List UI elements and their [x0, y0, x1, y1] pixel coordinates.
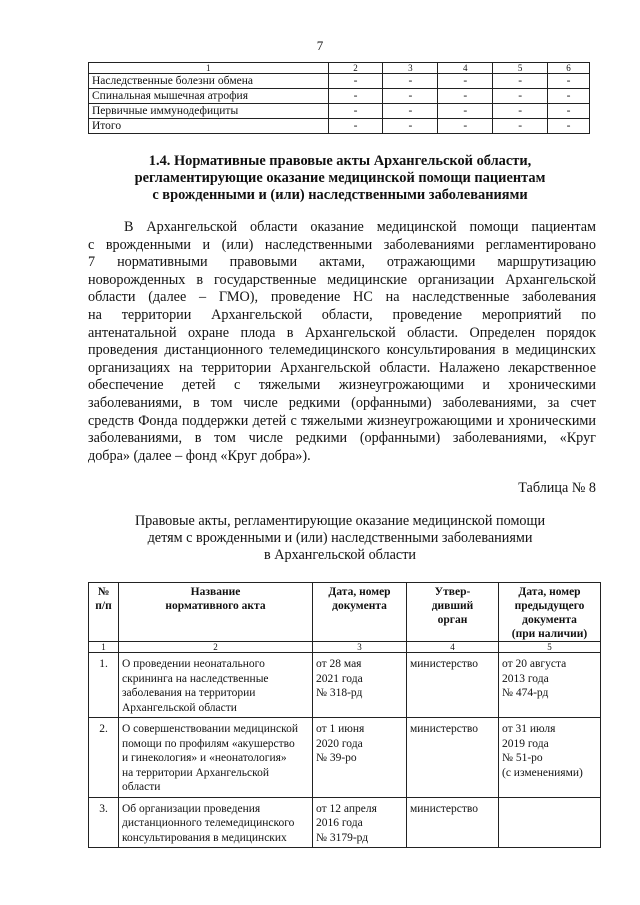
- title-line: 1.4. Нормативные правовые акты Архангельской области,: [148, 153, 532, 169]
- caption-line: детям с врожденными и (или) наследственными заболеваниями: [147, 530, 533, 546]
- act-date: [313, 653, 407, 718]
- paragraph-line: добра» (далее – фонд «Круг добра»).: [88, 447, 311, 464]
- paragraph-line: средств Фонда поддержки детей с тяжелыми жизнеугрожающими и хроническими: [88, 412, 596, 429]
- table-row: [89, 797, 601, 848]
- column-numbers-row: [89, 642, 601, 653]
- cell-value: -: [548, 119, 590, 134]
- cell-value: -: [548, 104, 590, 119]
- paragraph-line: организациях на территории Архангельской области. Налажено лекарственное: [88, 359, 596, 376]
- act-name: [119, 797, 313, 848]
- table-row: [89, 653, 601, 718]
- cell-line: № 51-ро: [502, 752, 543, 764]
- cell-line: 2020 года: [316, 737, 363, 750]
- cell-line: дистанционного телемедицинского: [122, 817, 295, 829]
- header-line: документа: [522, 614, 577, 626]
- approving-organ: министерство: [407, 797, 499, 848]
- header-line: дивший: [431, 600, 474, 612]
- cell-line: № 474-рд: [502, 687, 549, 699]
- paragraph-line: новорожденных в государственные медицинские организации Архангельской: [88, 271, 596, 288]
- paragraph-line: 7 нормативными правовыми актами, отражающими маршрутизацию: [88, 254, 596, 271]
- cell-line: О совершенствовании медицинской: [122, 723, 299, 735]
- cell-value: -: [493, 119, 548, 134]
- cell-value: -: [383, 104, 438, 119]
- cell-line: № 318-рд: [316, 687, 363, 699]
- column-number: 2: [119, 642, 313, 653]
- caption-line: в Архангельской области: [264, 547, 416, 563]
- cell-line: заболевания на территории: [122, 687, 256, 699]
- cell-line: консультирования в медицинских: [122, 831, 287, 844]
- cell-line: от 31 июля: [502, 723, 556, 735]
- paragraph-line: проведения дистанционного телемедицинского консультирования в медицинских: [88, 342, 596, 359]
- paragraph-line: с врожденными и (или) наследственными заболеваниями регламентировано: [88, 236, 596, 253]
- cell-value: -: [328, 119, 383, 134]
- table-row: [89, 89, 590, 104]
- cell-line: от 28 мая: [316, 658, 362, 670]
- cell-value: -: [438, 74, 493, 89]
- cell-line: 2013 года: [502, 672, 549, 685]
- cell-line: помощи по профилям «акушерство: [122, 737, 295, 750]
- header-line: Утвер-: [434, 586, 471, 598]
- header-cell: 1: [89, 63, 329, 74]
- cell-line: 2021 года: [316, 672, 363, 685]
- header-line: (при наличии): [511, 628, 588, 640]
- header-line: нормативного акта: [165, 600, 266, 612]
- header-line: Дата, номер: [518, 586, 581, 598]
- caption-line: Правовые акты, регламентирующие оказание медицинской помощи: [134, 513, 546, 529]
- acts-table: [88, 582, 601, 848]
- cell-value: -: [438, 104, 493, 119]
- header-cell: 5: [493, 63, 548, 74]
- header-line: Название: [190, 586, 241, 598]
- cell-line: № 39-ро: [316, 752, 357, 764]
- paragraph-line: заболеваниями, в том числе редкими (орфанными) заболеваниями, за счет: [88, 394, 596, 411]
- row-number: 2.: [89, 718, 119, 798]
- row-label: Наследственные болезни обмена: [89, 74, 329, 89]
- cell-line: и гинекология» и «неонатология»: [122, 752, 287, 764]
- act-name: [119, 718, 313, 798]
- cell-line: на территории Архангельской: [122, 766, 270, 779]
- row-number: 3.: [89, 797, 119, 848]
- top-table-header: [89, 63, 590, 74]
- header-cell: 3: [383, 63, 438, 74]
- column-number: 1: [89, 642, 119, 653]
- paragraph-line: на территории Архангельской области, проведение мероприятий по: [88, 306, 596, 323]
- approving-organ: министерство: [407, 653, 499, 718]
- column-number: 3: [313, 642, 407, 653]
- body-paragraph: [88, 219, 596, 465]
- column-number: 5: [499, 642, 601, 653]
- cell-value: -: [383, 119, 438, 134]
- header-line: документа: [332, 600, 387, 612]
- act-name: [119, 653, 313, 718]
- paragraph-line: заболеваниями, в том числе редкими (орфанными) заболеваниями, «Круг: [88, 430, 596, 447]
- cell-line: области: [122, 781, 161, 793]
- row-label: Спинальная мышечная атрофия: [89, 89, 329, 104]
- header-cell: 2: [328, 63, 383, 74]
- section-title: [90, 153, 590, 204]
- table-row: [89, 718, 601, 798]
- header-cell: 4: [438, 63, 493, 74]
- row-label: Первичные иммунодефициты: [89, 104, 329, 119]
- cell-line: скрининга на наследственные: [122, 672, 269, 685]
- cell-value: -: [438, 119, 493, 134]
- cell-line: от 1 июня: [316, 723, 365, 735]
- acts-table-header: [89, 583, 601, 642]
- title-line: регламентирующие оказание медицинской помощи пациентам: [134, 170, 546, 186]
- previous-document: [499, 653, 601, 718]
- cell-line: 2019 года: [502, 737, 549, 750]
- cell-line: Архангельской области: [122, 701, 237, 714]
- paragraph-line: В Архангельской области оказание медицинской помощи пациентам: [124, 219, 596, 235]
- header-cell: [89, 583, 119, 642]
- cell-value: -: [438, 89, 493, 104]
- table-row: [89, 119, 590, 134]
- table-row: [89, 104, 590, 119]
- act-date: [313, 797, 407, 848]
- header-cell: [407, 583, 499, 642]
- title-line: с врожденными и (или) наследственными заболеваниями: [152, 187, 528, 203]
- cell-value: -: [493, 104, 548, 119]
- act-date: [313, 718, 407, 798]
- cell-value: -: [493, 89, 548, 104]
- cell-value: -: [548, 74, 590, 89]
- row-number: 1.: [89, 653, 119, 718]
- header-cell: [499, 583, 601, 642]
- previous-document: [499, 797, 601, 848]
- cell-line: Об организации проведения: [122, 802, 261, 815]
- page-number: 7: [316, 38, 324, 53]
- top-table: [88, 62, 590, 134]
- header-line: орган: [437, 614, 468, 626]
- cell-value: -: [328, 74, 383, 89]
- table-caption: [90, 513, 590, 564]
- header-line: №: [97, 586, 110, 598]
- header-line: предыдущего: [514, 600, 585, 612]
- cell-value: -: [383, 74, 438, 89]
- table-row: [89, 74, 590, 89]
- cell-line: от 20 августа: [502, 658, 567, 670]
- cell-value: -: [493, 74, 548, 89]
- paragraph-line: обеспечение детей с тяжелыми жизнеугрожающими и хроническими: [88, 377, 596, 394]
- paragraph-line: антенатальной охране плода в Архангельской области. Определен порядок: [88, 324, 596, 341]
- cell-value: -: [328, 89, 383, 104]
- table-label: Таблица № 8: [518, 480, 596, 496]
- approving-organ: министерство: [407, 718, 499, 798]
- cell-line: № 3179-рд: [316, 831, 369, 844]
- cell-line: О проведении неонатального: [122, 658, 265, 670]
- cell-line: (с изменениями): [502, 766, 583, 779]
- header-line: Дата, номер: [328, 586, 391, 598]
- cell-value: -: [383, 89, 438, 104]
- header-cell: 6: [548, 63, 590, 74]
- previous-document: [499, 718, 601, 798]
- header-cell: [313, 583, 407, 642]
- cell-value: -: [548, 89, 590, 104]
- cell-line: от 12 апреля: [316, 802, 377, 815]
- cell-line: 2016 года: [316, 817, 363, 829]
- column-number: 4: [407, 642, 499, 653]
- row-label: Итого: [89, 119, 329, 134]
- paragraph-line: области (далее – ГМО), проведение НС на наследственные заболевания: [88, 289, 596, 306]
- header-line: п/п: [95, 600, 112, 612]
- cell-value: -: [328, 104, 383, 119]
- header-cell: [119, 583, 313, 642]
